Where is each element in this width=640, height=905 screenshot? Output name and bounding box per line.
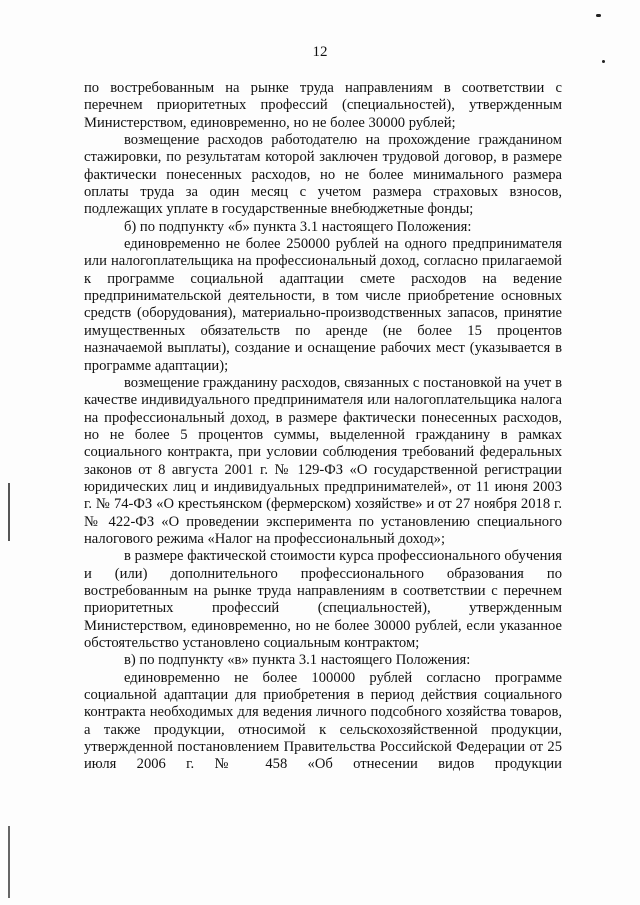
scan-speck [596,14,601,17]
paragraph-continuation: по востребованным на рынке труда направлениям в соответствии с перечнем приоритетных профессий (специальностей), утвержденным Министерством, единовременно, но не более 30000 рублей; [84,80,562,131]
paragraph-subitem-v-heading: в) по подпункту «в» пункта 3.1 настоящего Положения: [124,652,471,669]
paragraph-training-cost: в размере фактической стоимости курса профессионального обучения и (или) дополнительного профессионального образования по востребованным на рынке труда направлениям в соответствии с перечнем приоритетных профессий (специальностей), утвержденным Министерством, единовременно, но не более 30000 рублей, если указанное обстоятельство установлено социальным контрактом; [84,548,562,651]
paragraph-internship-reimbursement: возмещение расходов работодателю на прохождение гражданином стажировки, по результатам которой заключен трудовой договор, в размере фактически понесенных расходов, но не более минимального размера оплаты труда за один месяц с учетом размера страховых взносов, подлежащих уплате в государственные внебюджетные фонды; [84,132,562,218]
paragraph-registration-reimbursement: возмещение гражданину расходов, связанных с постановкой на учет в качестве индивидуального предпринимателя или налогоплательщика налога на профессиональный доход, в размере фактически понесенных расходов, но не более 5 процентов суммы, выделенной гражданину в рамках социального контракта, при условии соблюдения требований федеральных законов от 8 августа 2001 г. № 129-ФЗ «О государственной регистрации юридических лиц и индивидуальных предпринимателей», от 11 июня 2003 г. № 74-ФЗ «О крестьянском (фермерском) хозяйстве» и от 27 ноября 2018 г. № 422-ФЗ «О проведении эксперимента по установлению специального налогового режима «Налог на профессиональный доход»; [84,374,562,547]
scan-edge-line [8,483,10,541]
paragraph-subitem-b-heading: б) по подпункту «б» пункта 3.1 настоящего Положения: [124,218,472,235]
page-number: 12 [312,44,328,60]
document-body [84,80,562,774]
paragraph-entrepreneur-payment: единовременно не более 250000 рублей на одного предпринимателя или налогоплательщика на профессиональный доход, согласно прилагаемой к программе социальной адаптации смете расходов на ведение предпринимательской деятельности, в том числе приобретение основных средств (оборудования), материально-производственных запасов, принятие имущественных обязательств по аренде (не более 15 процентов назначаемой выплаты), создание и оснащение рабочих мест (указывается в программе адаптации); [84,236,562,374]
paragraph-household-payment: единовременно не более 100000 рублей согласно программе социальной адаптации для приобретения в период действия социального контракта необходимых для ведения личного подсобного хозяйства товаров, а также продукции, относимой к сельскохозяйственной продукции, утвержденной постановлением Правительства Российской Федерации от 25 июля 2006 г. № 458 «Об отнесении видов продукции [84,669,562,773]
scan-edge-line [8,826,10,898]
